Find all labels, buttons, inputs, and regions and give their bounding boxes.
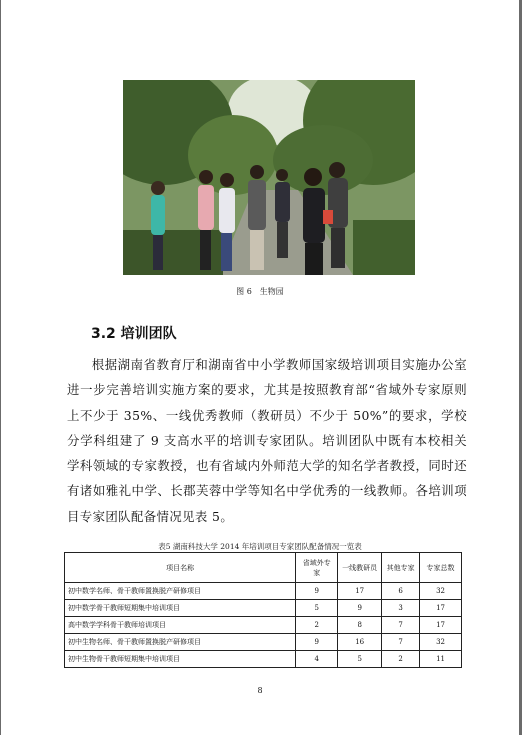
cell-out-of-province: 5 xyxy=(296,600,338,617)
cell-out-of-province: 4 xyxy=(296,651,338,668)
cell-out-of-province: 9 xyxy=(296,634,338,651)
section-heading: 3.2 培训团队 xyxy=(91,326,177,342)
cell-project-name: 初中数学名师、骨干教师置换脱产研修项目 xyxy=(65,583,296,600)
cell-other: 2 xyxy=(382,651,420,668)
photo-illustration xyxy=(123,80,415,275)
table-row xyxy=(65,617,462,634)
cell-frontline: 17 xyxy=(338,583,382,600)
cell-total: 17 xyxy=(420,617,462,634)
expert-team-table xyxy=(64,552,462,668)
cell-project-name: 初中生物骨干教师短期集中培训项目 xyxy=(65,651,296,668)
cell-project-name: 高中数学学科骨干教师培训项目 xyxy=(65,617,296,634)
figure-caption: 图 6 生物园 xyxy=(236,287,284,296)
table-row xyxy=(65,583,462,600)
cell-frontline: 16 xyxy=(338,634,382,651)
header-project-name: 项目名称 xyxy=(65,553,296,583)
cell-other: 6 xyxy=(382,583,420,600)
table-header-row xyxy=(65,553,462,583)
cell-other: 7 xyxy=(382,617,420,634)
header-frontline-researchers: 一线教研员 xyxy=(338,553,382,583)
body-paragraph-block xyxy=(67,352,467,529)
cell-project-name: 初中数学骨干教师短期集中培训项目 xyxy=(65,600,296,617)
cell-total: 17 xyxy=(420,600,462,617)
cell-total: 32 xyxy=(420,634,462,651)
cell-out-of-province: 2 xyxy=(296,617,338,634)
body-paragraph: 根据湖南省教育厅和湖南省中小学教师国家级培训项目实施办公室进一步完善培训实施方案的要求，尤其是按照教育部“省域外专家原则上不少于 35%、一线优秀教师（教研员）不少于 50%”的要求，学校分学科组建了 9 支高水平的培训专家团队。培训团队中既有本校相关学科领域的专家教授，也有省域内外师范大学的知名学者教授，同时还有诸如雅礼中学、长郡芙蓉中学等知名中学优秀的一线教师。各培训项目专家团队配备情况见表 5。 xyxy=(67,357,467,524)
table-row xyxy=(65,600,462,617)
header-total-experts: 专家总数 xyxy=(420,553,462,583)
cell-other: 3 xyxy=(382,600,420,617)
cell-total: 11 xyxy=(420,651,462,668)
cell-out-of-province: 9 xyxy=(296,583,338,600)
cell-frontline: 9 xyxy=(338,600,382,617)
page-number: 8 xyxy=(257,686,263,695)
header-other-experts: 其他专家 xyxy=(382,553,420,583)
table-row xyxy=(65,651,462,668)
cell-frontline: 8 xyxy=(338,617,382,634)
document-page xyxy=(1,0,519,735)
header-out-of-province-experts: 省域外专家 xyxy=(296,553,338,583)
cell-other: 7 xyxy=(382,634,420,651)
cell-frontline: 5 xyxy=(338,651,382,668)
table-title: 表5 湖南科技大学 2014 年培训项目专家团队配备情况一览表 xyxy=(158,542,362,551)
cell-total: 32 xyxy=(420,583,462,600)
biology-garden-photo xyxy=(123,80,415,275)
cell-project-name: 初中生物名师、骨干教师置换脱产研修项目 xyxy=(65,634,296,651)
table-row xyxy=(65,634,462,651)
